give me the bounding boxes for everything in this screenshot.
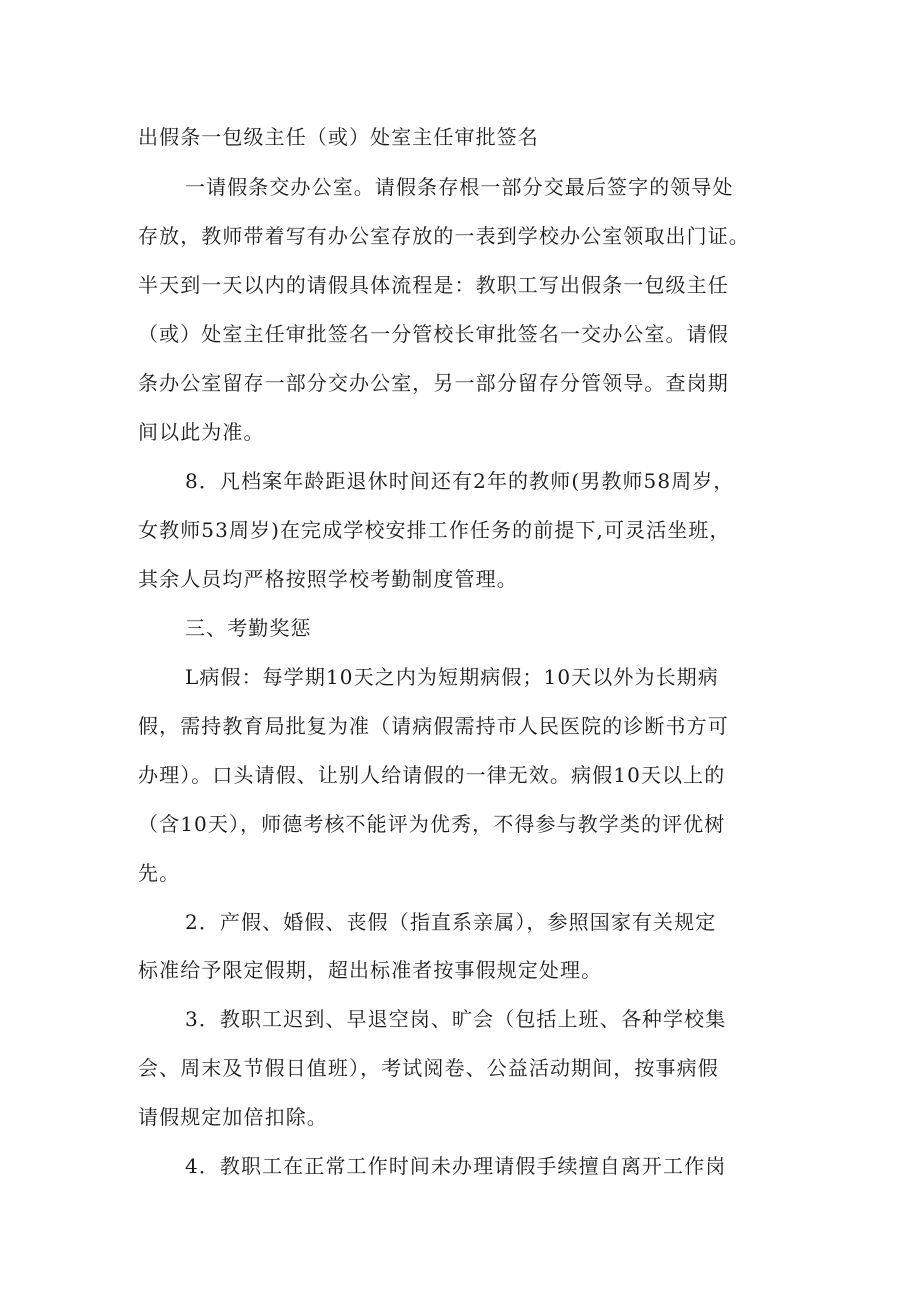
text-line: 标准给予限定假期，超出标准者按事假规定处理。 [138, 958, 603, 982]
text-line: 会、周末及节假日值班），考试阅卷、公益活动期间，按事病假 [138, 1056, 719, 1080]
section-heading: 三、考勤奖惩 [185, 616, 312, 640]
text-line: 请假规定加倍扣除。 [138, 1105, 328, 1129]
text-line: （或）处室主任审批签名一分管校长审批签名一交办公室。请假 [138, 322, 729, 346]
text-line: 办理）。口头请假、让别人给请假的一律无效。病假10天以上的 [138, 763, 726, 787]
text-line: 假，需持教育局批复为准（请病假需持市人民医院的诊断书方可 [138, 714, 729, 738]
text-line: 2．产假、婚假、丧假（指直系亲属），参照国家有关规定 [185, 910, 717, 934]
text-line: 先。 [138, 861, 181, 885]
text-line: 间以此为准。 [138, 420, 265, 444]
text-line: 3．教职工迟到、早退空岗、旷会（包括上班、各种学校集 [185, 1007, 727, 1031]
text-line: （含10天），师德考核不能评为优秀，不得参与教学类的评优树 [138, 812, 726, 836]
text-line: 4．教职工在正常工作时间未办理请假手续擅自离开工作岗 [185, 1154, 727, 1178]
text-line: L病假：每学期10天之内为短期病假；10天以外为长期病 [185, 665, 719, 689]
text-line: 半天到一天以内的请假具体流程是：教职工写出假条一包级主任 [138, 273, 729, 297]
text-line: 一请假条交办公室。请假条存根一部分交最后签字的领导处 [185, 175, 734, 199]
text-line: 出假条一包级主任（或）处室主任审批签名 [138, 125, 539, 149]
text-line: 女教师53周岁)在完成学校安排工作任务的前提下,可灵活坐班， [138, 518, 731, 542]
text-line: 条办公室留存一部分交办公室，另一部分留存分管领导。查岗期 [138, 371, 729, 395]
text-line: 8．凡档案年龄距退休时间还有2年的教师(男教师58周岁， [185, 469, 735, 493]
text-line: 存放，教师带着写有办公室存放的一表到学校办公室领取出门证。 [138, 224, 750, 248]
text-line: 其余人员均严格按照学校考勤制度管理。 [138, 567, 518, 591]
